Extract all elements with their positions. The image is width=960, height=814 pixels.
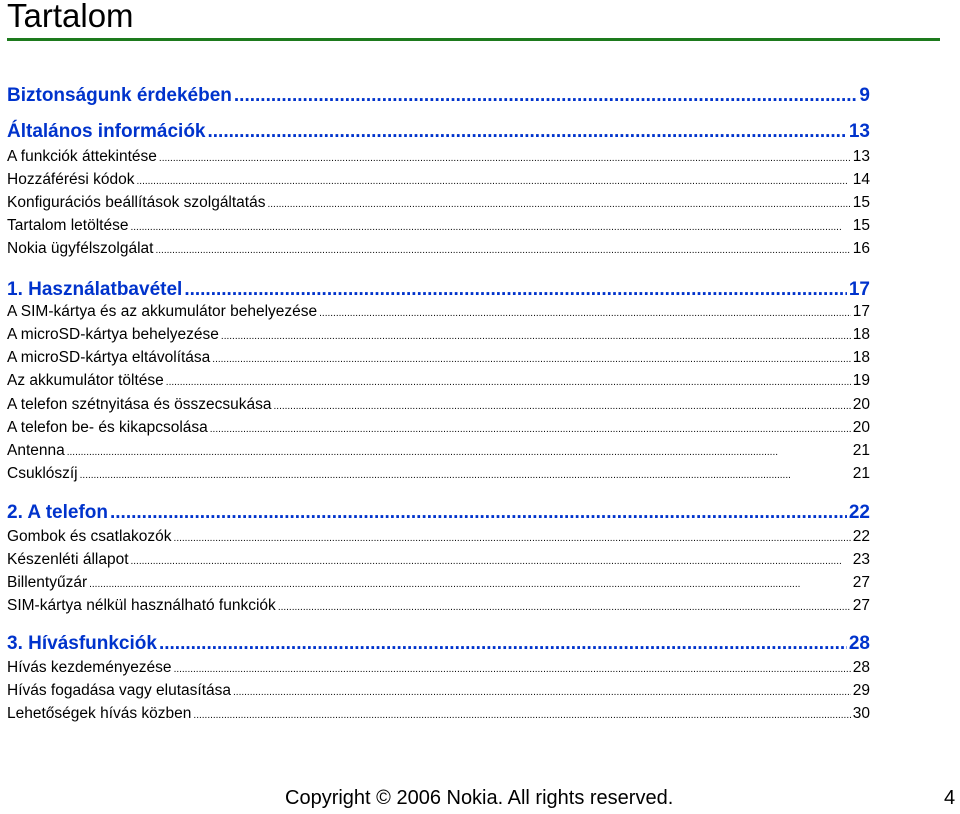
dot-leader [137,176,851,187]
toc-entry-label: Általános információk [7,121,206,142]
dot-leader [166,377,851,388]
toc-entry-label: A microSD-kártya eltávolítása [7,349,211,366]
toc-entry-page: 22 [852,528,870,545]
toc-entry-label: Billentyűzár [7,574,88,591]
toc-entry[interactable] [7,372,870,390]
dot-leader [212,354,850,365]
toc-entry-label: A telefon szétnyitása és összecsukása [7,396,272,413]
dot-leader [80,470,851,481]
toc-entry-label: Hívás kezdeményezése [7,659,172,676]
toc-entry-page: 14 [852,171,870,188]
toc-entry-page: 20 [852,396,870,413]
dot-leader [319,308,851,319]
dot-leader [208,121,847,143]
toc-entry[interactable] [7,194,870,212]
toc-entry-page: 13 [852,148,870,165]
toc-entry-label: 1. Használatbavétel [7,279,183,300]
toc-entry-page: 22 [848,502,870,523]
title-rule [7,38,940,41]
toc-entry-page: 16 [852,240,870,257]
toc-entry-label: Lehetőségek hívás közben [7,705,192,722]
toc-entry-page: 15 [852,194,870,211]
toc-entry-label: Nokia ügyfélszolgálat [7,240,154,257]
toc-entry-label: Konfigurációs beállítások szolgáltatás [7,194,266,211]
toc-entry-page: 18 [852,326,870,343]
toc-entry-page: 17 [852,303,870,320]
toc-entry[interactable] [7,705,870,723]
dot-leader [174,533,851,544]
dot-leader [131,556,851,567]
dot-leader [274,401,851,412]
toc-entry[interactable] [7,502,870,524]
toc-entry[interactable] [7,217,870,235]
dot-leader [89,579,851,590]
toc-entry[interactable] [7,279,870,301]
toc-entry-label: Az akkumulátor töltése [7,372,164,389]
copyright-footer: Copyright © 2006 Nokia. All rights reserved. [285,787,674,809]
toc-entry-page: 13 [848,121,870,142]
toc-entry-page: 23 [852,551,870,568]
toc-entry[interactable] [7,528,870,546]
dot-leader [267,199,850,210]
dot-leader [210,424,851,435]
toc-entry[interactable] [7,659,870,677]
toc-entry-page: 15 [852,217,870,234]
toc-entry-page: 21 [852,465,870,482]
toc-entry-label: A funkciók áttekintése [7,148,157,165]
toc-entry-label: Hívás fogadása vagy elutasítása [7,682,232,699]
toc-entry[interactable] [7,574,870,592]
toc-entry-label: Hozzáférési kódok [7,171,135,188]
toc-entry[interactable] [7,85,870,107]
toc-entry[interactable] [7,326,870,344]
toc-entry-page: 20 [852,419,870,436]
page-title: Tartalom [7,0,134,34]
dot-leader [234,85,858,107]
toc-entry[interactable] [7,121,870,143]
toc-entry-label: 3. Hívásfunkciók [7,633,157,654]
page-number: 4 [944,787,956,809]
toc-entry[interactable] [7,396,870,414]
toc-entry-page: 28 [852,659,870,676]
toc-entry-label: Gombok és csatlakozók [7,528,172,545]
toc-entry[interactable] [7,465,870,483]
toc-entry[interactable] [7,148,870,166]
toc-entry-label: 2. A telefon [7,502,108,523]
toc-entry-label: Antenna [7,442,65,459]
toc-entry-page: 18 [852,349,870,366]
toc-entry[interactable] [7,597,870,615]
toc-entry-label: A SIM-kártya és az akkumulátor behelyezése [7,303,318,320]
toc-entry-page: 28 [848,633,870,654]
toc-entry-label: Biztonságunk érdekében [7,85,232,106]
dot-leader [193,710,850,721]
toc-entry-page: 29 [852,682,870,699]
dot-leader [221,331,851,342]
toc-entry-page: 17 [848,279,870,300]
toc-entry-label: SIM-kártya nélkül használható funkciók [7,597,276,614]
toc-entry-page: 9 [859,85,870,106]
toc-entry[interactable] [7,303,870,321]
toc-entry[interactable] [7,633,870,655]
dot-leader [184,279,847,301]
toc-entry-label: Tartalom letöltése [7,217,129,234]
dot-leader [110,502,847,524]
dot-leader [67,447,851,458]
toc-entry[interactable] [7,442,870,460]
toc-entry[interactable] [7,419,870,437]
toc-entry[interactable] [7,240,870,258]
toc-entry-page: 21 [852,442,870,459]
dot-leader [233,687,851,698]
dot-leader [130,222,850,233]
toc-entry-label: Csuklószíj [7,465,78,482]
dot-leader [155,245,850,256]
toc-entry[interactable] [7,349,870,367]
toc-entry[interactable] [7,682,870,700]
toc-entry-page: 19 [852,372,870,389]
toc-entry-page: 27 [852,574,870,591]
toc-entry-label: A microSD-kártya behelyezése [7,326,219,343]
toc-entry[interactable] [7,171,870,189]
dot-leader [174,664,851,675]
toc-entry-page: 27 [852,597,870,614]
dot-leader [278,602,851,613]
toc-entry-label: A telefon be- és kikapcsolása [7,419,208,436]
dot-leader [159,633,847,655]
toc-entry-page: 30 [852,705,870,722]
toc-entry[interactable] [7,551,870,569]
toc-entry-label: Készenléti állapot [7,551,129,568]
dot-leader [159,153,851,164]
